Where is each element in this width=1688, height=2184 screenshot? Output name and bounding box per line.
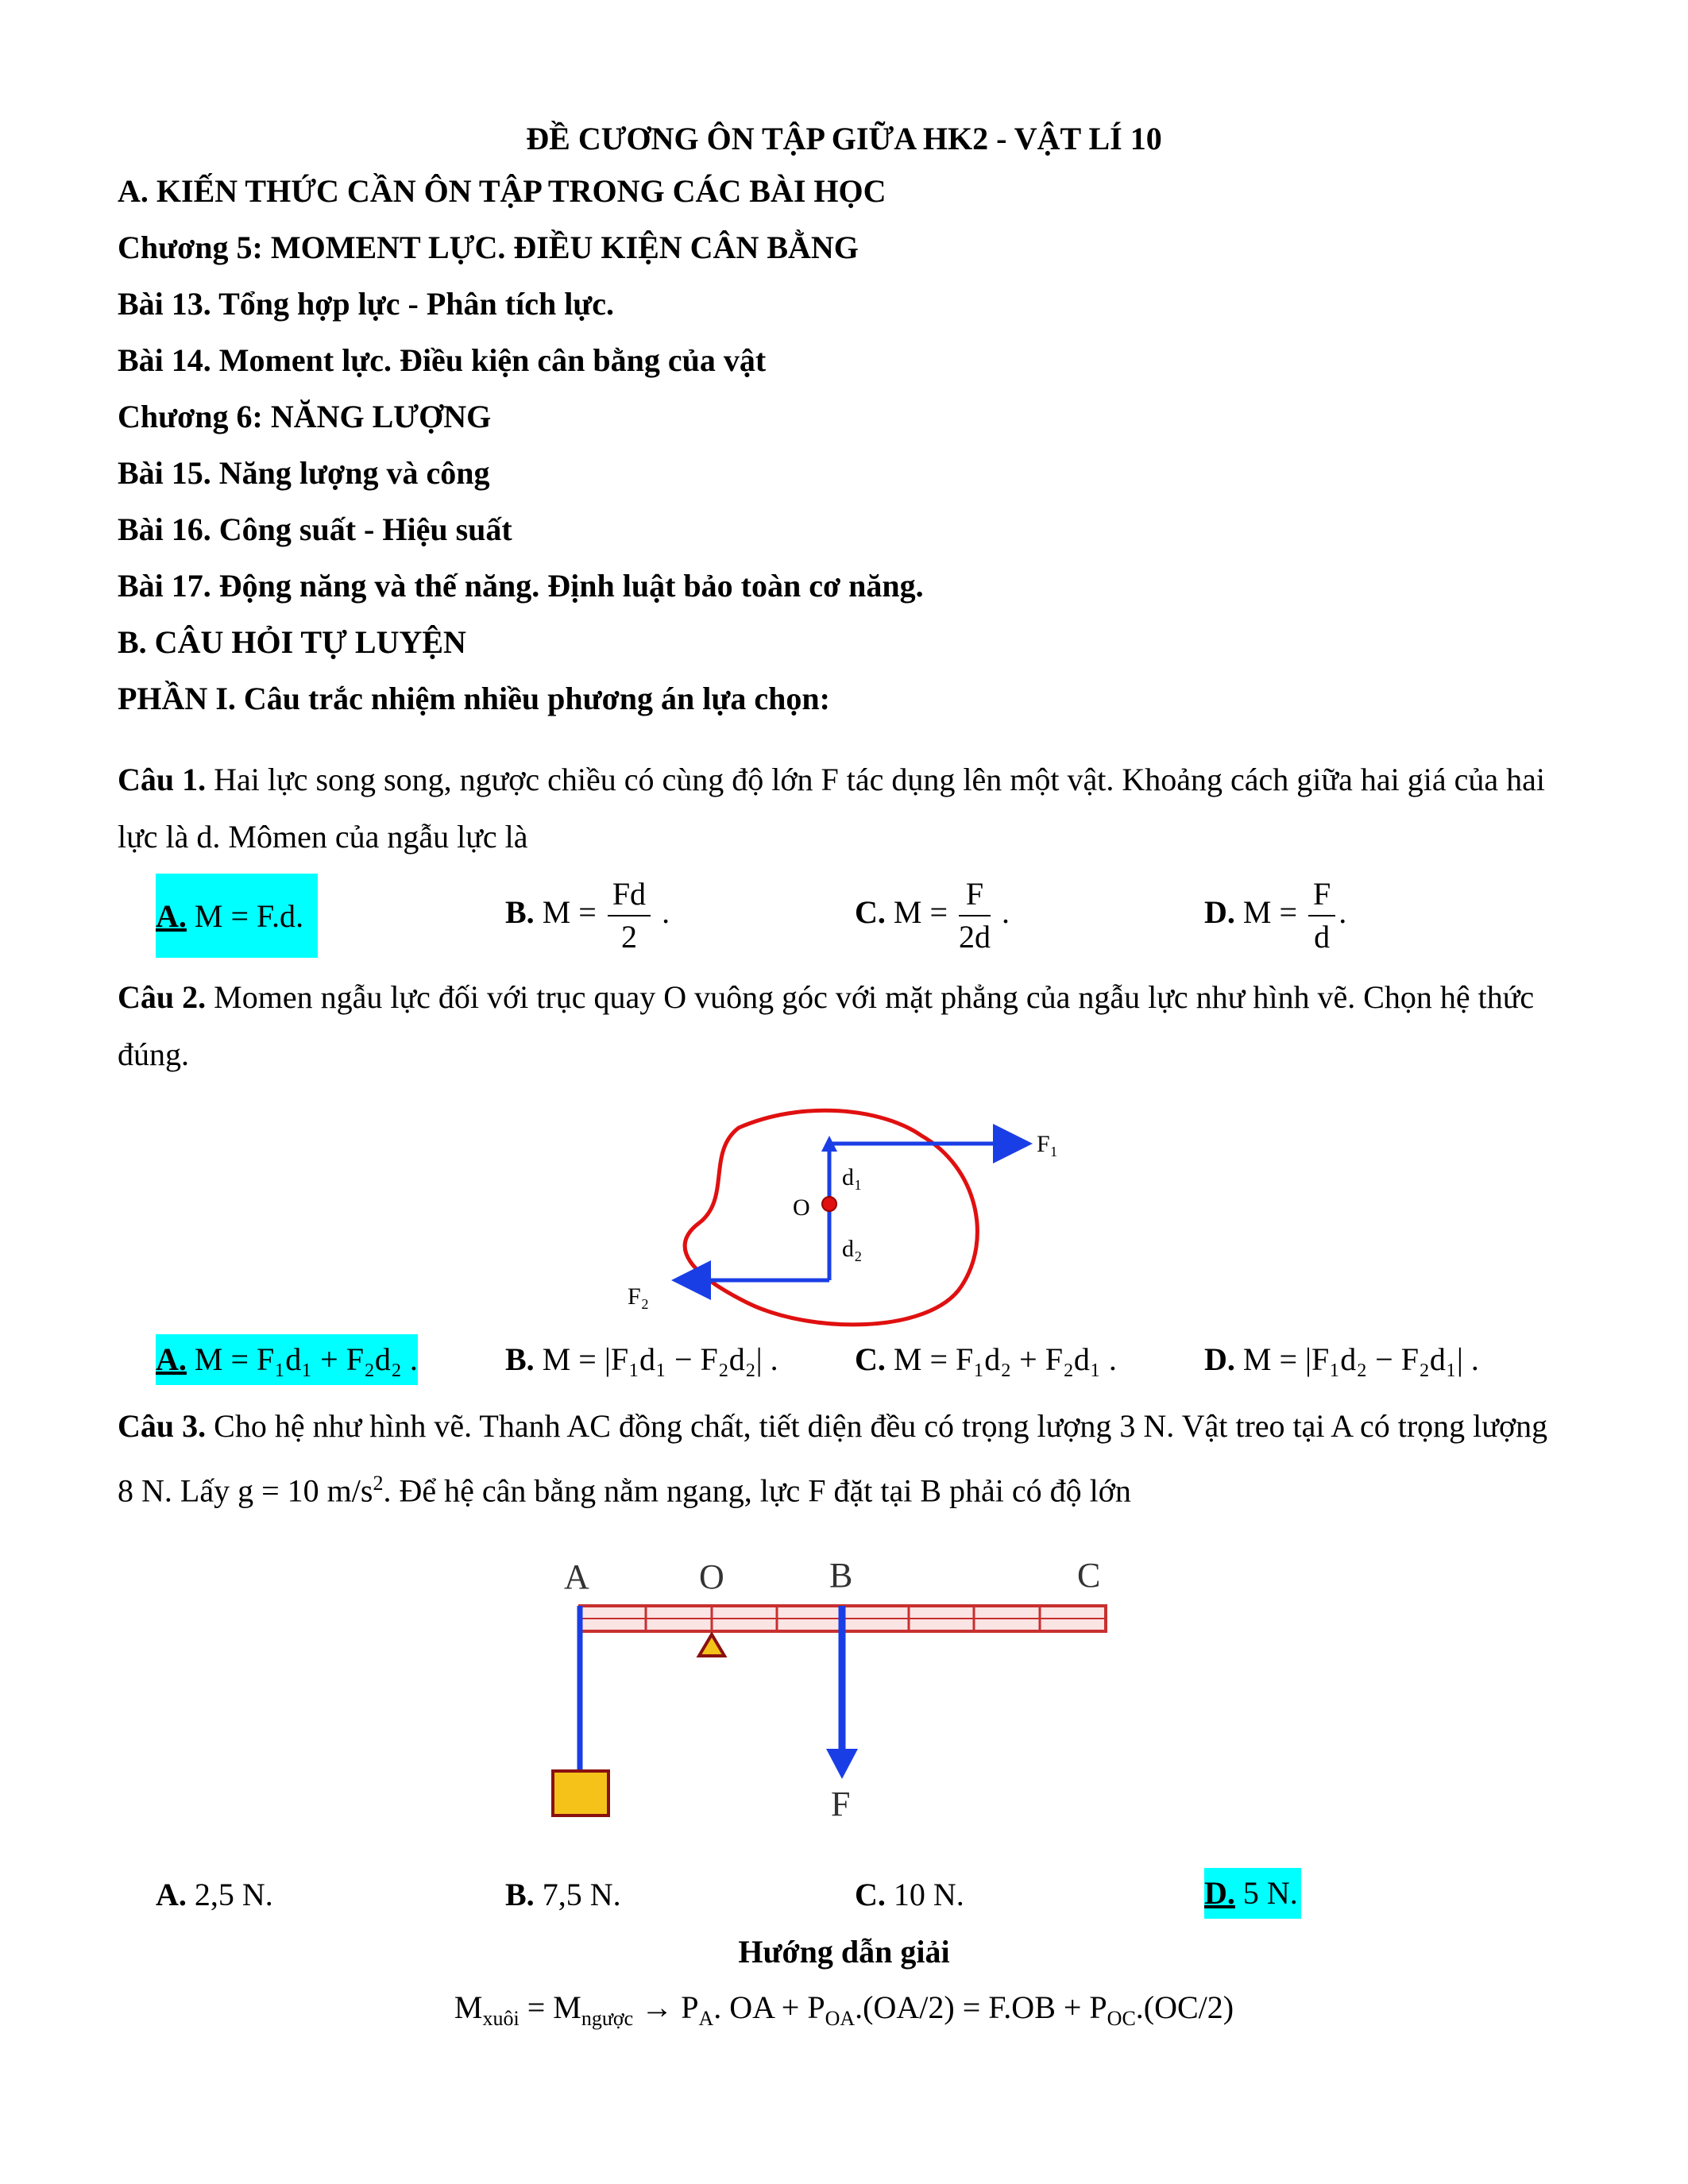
q1-option-d-letter: D. (1204, 894, 1235, 931)
q3-option-c-value: 10 N. (893, 1877, 964, 1912)
label-o: O (699, 1557, 724, 1596)
question-2-text: Momen ngẫu lực đối với trục quay O vuông góc với mặt phẳng của ngẫu lực như hình vẽ. Chọn hệ thức đúng. (118, 979, 1535, 1072)
q2-option-a: A. M = F₁d₁ + F₂d₂ . (156, 1334, 418, 1385)
down-arrow-icon (826, 1749, 858, 1779)
q1-option-c: C. M = $\frac{F}{2d}$ . (855, 874, 1010, 958)
part-1-heading: PHẦN I. Câu trắc nhiệm nhiều phương án lựa chọn: (118, 681, 830, 716)
q2-option-a-expr: M = F₁d₁ + F₂d₂ (194, 1341, 402, 1377)
solution-arrow: → (633, 1989, 682, 2025)
q3-option-c-letter: C. (855, 1877, 886, 1912)
outline-chapter-6: Chương 6: NĂNG LƯỢNG (118, 399, 492, 434)
lever-figure (540, 1541, 1128, 1827)
solution-poc-sub: OC (1107, 2007, 1136, 2030)
label-a: A (564, 1557, 589, 1596)
solution-rest-1: . OA + P (713, 1989, 825, 2025)
q1-option-b-denominator: 2 (620, 919, 637, 955)
solution-m1: M (454, 1989, 483, 2025)
question-3-sup: 2 (373, 1472, 384, 1495)
outline-lesson-16: Bài 16. Công suất - Hiệu suất (118, 511, 512, 547)
q1-option-d-denominator: d (1314, 919, 1331, 955)
label-f1: F₁ (1037, 1131, 1059, 1157)
q2-option-b: B. M = |F₁d₁ − F₂d₂| . (505, 1341, 778, 1377)
q3-option-c (855, 1873, 964, 1917)
couple-figure (620, 1096, 1112, 1334)
document-title: ĐỀ CƯƠNG ÔN TẬP GIỮA HK2 - VẬT LÍ 10 (526, 121, 1162, 156)
q2-option-d-expr: M = |F₁d₂ − F₂d₁| (1242, 1341, 1463, 1377)
label-d2: d₂ (842, 1236, 863, 1262)
section-b-heading: B. CÂU HỎI TỰ LUYỆN (118, 624, 466, 660)
q3-option-d-letter: D. (1204, 1875, 1235, 1911)
question-3-text-1: Cho hệ như hình vẽ. Thanh AC đồng chất, tiết diện đều có trọng lượng 3 N. Vật treo tại A có trọng lượng 8 N. Lấy g = 10 m/s (118, 1408, 1548, 1509)
outline-lesson-17: Bài 17. Động năng và thế năng. Định luật bảo toàn cơ năng. (118, 568, 924, 604)
question-1 (118, 751, 1571, 866)
q2-option-d: D. M = |F₁d₂ − F₂d₁| . (1204, 1341, 1479, 1377)
q2-option-c-expr: M = F₁d₂ + F₂d₁ (893, 1341, 1101, 1377)
q1-option-d: D. M = $\frac{F}{d}$ . (1204, 874, 1346, 958)
q3-option-d (1204, 1868, 1301, 1919)
q3-option-a-letter: A. (156, 1877, 187, 1912)
q3-option-a-value: 2,5 N. (194, 1877, 273, 1912)
q1-option-d-numerator: F (1308, 874, 1335, 916)
label-d1: d₁ (842, 1164, 863, 1190)
q1-option-b-prefix: M = (542, 894, 597, 931)
section-a-heading: A. KIẾN THỨC CẦN ÔN TẬP TRONG CÁC BÀI HỌC (118, 173, 886, 209)
q1-option-c-numerator: F (959, 874, 991, 916)
q1-option-d-prefix: M = (1242, 894, 1298, 931)
q1-option-b-letter: B. (505, 894, 535, 931)
label-f2: F₂ (628, 1283, 650, 1310)
q2-option-b-expr: M = |F₁d₁ − F₂d₂| (542, 1341, 763, 1377)
q1-option-a-letter: A. (156, 898, 187, 934)
q1-option-a-expr: M = F.d (194, 898, 296, 934)
pivot-o (822, 1197, 836, 1211)
solution-rest-2: .(OA/2) = F.OB + P (855, 1989, 1107, 2025)
q2-option-c: C. M = F₁d₂ + F₂d₁ . (855, 1341, 1117, 1377)
q3-option-b-letter: B. (505, 1877, 535, 1912)
q2-option-a-letter: A. (156, 1341, 187, 1377)
solution-m1-sub: xuôi (482, 2007, 520, 2030)
solution-title: Hướng dẫn giải (738, 1934, 950, 1970)
q2-option-c-letter: C. (855, 1341, 886, 1377)
label-o: O (793, 1194, 810, 1221)
solution-eq: = M (519, 1989, 581, 2025)
solution-m2-sub: ngược (581, 2007, 634, 2030)
outline-lesson-14: Bài 14. Moment lực. Điều kiện cân bằng của vật (118, 342, 767, 378)
outline-lesson-15: Bài 15. Năng lượng và công (118, 455, 490, 491)
q3-option-d-value: 5 N. (1242, 1875, 1298, 1911)
question-1-label: Câu 1. (118, 762, 207, 797)
label-b: B (829, 1556, 853, 1595)
outline-chapter-5: Chương 5: MOMENT LỰC. ĐIỀU KIỆN CÂN BẰNG (118, 230, 859, 265)
solution-pa-sub: A (698, 2007, 714, 2030)
question-1-text: Hai lực song song, ngược chiều có cùng độ lớn F tác dụng lên một vật. Khoảng cách giữa hai giá của hai lực là d. Mômen của ngẫu lực là (118, 762, 1545, 855)
pivot-triangle (699, 1634, 724, 1656)
question-2-label: Câu 2. (118, 979, 207, 1015)
q1-option-a: A. M = F.d. (156, 874, 318, 958)
q1-option-b: B. M = $\frac{Fd}{2}$ . (505, 874, 670, 958)
solution-rest-3: .(OC/2) (1135, 1989, 1234, 2025)
q3-option-a (156, 1873, 273, 1917)
solution-equation (0, 1985, 1688, 2041)
q1-option-b-numerator: Fd (608, 874, 651, 916)
question-2 (118, 969, 1571, 1083)
label-c: C (1077, 1556, 1101, 1595)
solution-pa: P (681, 1989, 699, 2025)
q1-option-c-letter: C. (855, 894, 886, 931)
hanging-weight (553, 1771, 608, 1815)
q3-option-b (505, 1873, 621, 1917)
question-3-text-2: . Để hệ cân bằng nằm ngang, lực F đặt tại B phải có độ lớn (383, 1472, 1131, 1509)
q3-option-b-value: 7,5 N. (542, 1877, 621, 1912)
question-3-label: Câu 3. (118, 1408, 207, 1444)
label-f: F (831, 1785, 851, 1823)
q1-option-c-prefix: M = (893, 894, 948, 931)
solution-poa-sub: OA (825, 2007, 856, 2030)
question-3 (118, 1398, 1571, 1519)
q2-option-d-letter: D. (1204, 1341, 1235, 1377)
q1-option-c-denominator: 2d (959, 919, 991, 955)
q2-option-b-letter: B. (505, 1341, 535, 1377)
outline-lesson-13: Bài 13. Tổng hợp lực - Phân tích lực. (118, 286, 615, 322)
